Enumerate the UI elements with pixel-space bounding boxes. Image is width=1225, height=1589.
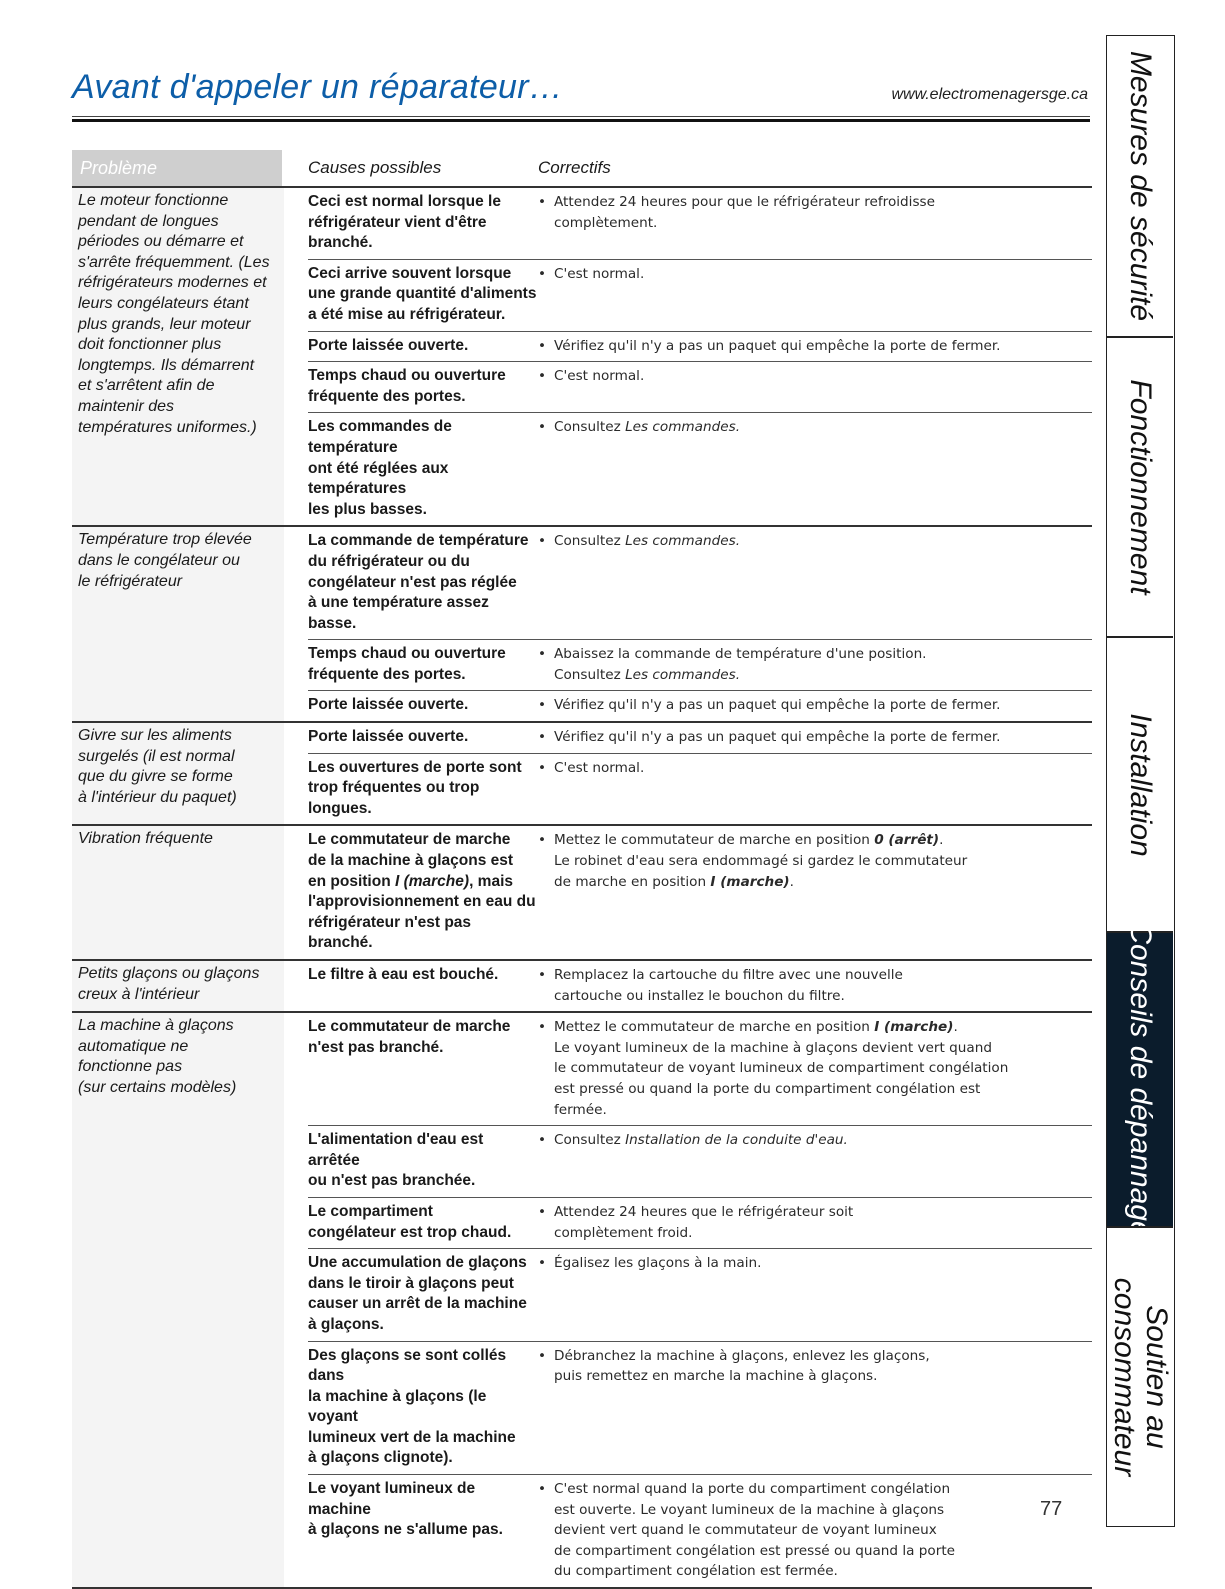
text-fragment: fermée. bbox=[554, 1101, 607, 1118]
cause-cell bbox=[308, 695, 538, 716]
problem-line: (sur certains modèles) bbox=[78, 1078, 237, 1096]
text-fragment: Égalisez les glaçons à la main. bbox=[554, 1255, 762, 1272]
bullet-icon: • bbox=[538, 832, 547, 849]
cause-line: Temps chaud ou ouverture bbox=[308, 645, 506, 663]
bullet-icon: • bbox=[538, 1132, 547, 1149]
bullet-icon: • bbox=[538, 729, 547, 746]
fix-text bbox=[554, 192, 935, 254]
fix-cell bbox=[538, 1202, 1092, 1243]
problem-line: fonctionne pas bbox=[78, 1058, 183, 1076]
fix-text bbox=[554, 644, 927, 685]
bullet-icon: • bbox=[538, 646, 547, 663]
fix-cell bbox=[538, 1017, 1092, 1120]
side-tab-2[interactable] bbox=[1107, 636, 1173, 931]
problem-line: et s'arrêtent afin de bbox=[78, 377, 215, 395]
text-fragment: Le voyant lumineux de la machine à glaçons devient vert quand bbox=[554, 1039, 992, 1056]
text-fragment: est ouverte. Le voyant lumineux de la machine à glaçons bbox=[554, 1501, 945, 1518]
side-tab-label: Mesures de sécurité bbox=[1124, 50, 1157, 322]
cause-line: congélateur est trop chaud. bbox=[308, 1223, 512, 1241]
cause-line: La commande de température bbox=[308, 532, 529, 550]
text-fragment: est pressé ou quand la porte du compartiment congélation est bbox=[554, 1080, 981, 1097]
side-tab-1[interactable] bbox=[1107, 336, 1173, 636]
bullet-icon: • bbox=[538, 1347, 547, 1364]
troubleshooting-table bbox=[72, 150, 1092, 1589]
table-row bbox=[308, 413, 1092, 525]
cause-line: les plus basses. bbox=[308, 500, 427, 518]
cause-rows bbox=[284, 723, 1092, 824]
problem-line: périodes ou démarre et bbox=[78, 233, 244, 251]
text-fragment: réfrigérateur n'est pas branché. bbox=[308, 913, 472, 952]
text-fragment: Mettez le commutateur de marche en position bbox=[554, 1019, 875, 1036]
text-fragment: Attendez 24 heures que le réfrigérateur soit bbox=[554, 1203, 854, 1220]
text-fragment: de la machine à glaçons est bbox=[308, 852, 514, 870]
text-fragment: l'approvisionnement en eau du bbox=[308, 893, 536, 911]
text-fragment: Vérifiez qu'il n'y a pas un paquet qui empêche la porte de fermer. bbox=[554, 697, 1001, 714]
table-row bbox=[308, 1013, 1092, 1126]
cause-line: fréquente des portes. bbox=[308, 387, 466, 405]
bullet-icon: • bbox=[538, 194, 547, 210]
problem-line: températures uniformes.) bbox=[78, 418, 257, 436]
text-fragment: complètement froid. bbox=[554, 1224, 693, 1241]
text-fragment: 0 (arrêt) bbox=[874, 832, 940, 849]
fix-cell bbox=[538, 1479, 1092, 1582]
bullet-icon: • bbox=[538, 1481, 547, 1498]
table-row bbox=[308, 332, 1092, 363]
fix-cell bbox=[538, 727, 1092, 748]
page-url[interactable]: www.electromenagersge.ca bbox=[891, 86, 1088, 103]
cause-line: du réfrigérateur ou du bbox=[308, 552, 470, 570]
text-fragment: du compartiment congélation est fermée. bbox=[554, 1563, 838, 1580]
fix-text bbox=[554, 264, 644, 326]
fix-cell bbox=[538, 965, 1092, 1006]
cause-line: ou n'est pas branchée. bbox=[308, 1172, 476, 1190]
problem-cell bbox=[72, 826, 284, 959]
fix-cell bbox=[538, 758, 1092, 820]
text-fragment: Attendez 24 heures pour que le réfrigérateur refroidisse bbox=[554, 194, 935, 210]
cause-line: Porte laissée ouverte. bbox=[308, 728, 469, 746]
fix-text bbox=[554, 758, 644, 820]
table-row bbox=[308, 1198, 1092, 1249]
side-tab-label: Fonctionnement bbox=[1124, 379, 1157, 595]
cause-line: une grande quantité d'aliments bbox=[308, 285, 537, 303]
text-fragment: de compartiment congélation est pressé ou quand la porte bbox=[554, 1542, 956, 1559]
table-row bbox=[308, 527, 1092, 640]
cause-line: à glaçons clignote). bbox=[308, 1449, 453, 1467]
table-row bbox=[308, 961, 1092, 1011]
problem-group bbox=[72, 826, 1092, 961]
cause-line: Le compartiment bbox=[308, 1202, 433, 1220]
problem-line: Température trop élevée bbox=[78, 531, 252, 549]
fix-text bbox=[554, 1479, 955, 1582]
header-problem: Problème bbox=[72, 150, 282, 186]
text-fragment: Consultez bbox=[554, 533, 626, 550]
fix-text bbox=[554, 1130, 848, 1192]
table-row bbox=[308, 1475, 1092, 1587]
text-fragment: . bbox=[939, 832, 944, 849]
table-row bbox=[308, 826, 1092, 959]
problem-cell bbox=[72, 961, 284, 1011]
fix-text bbox=[554, 965, 903, 1006]
bullet-icon: • bbox=[538, 697, 547, 714]
cause-line: Ceci arrive souvent lorsque bbox=[308, 264, 512, 282]
problem-group bbox=[72, 188, 1092, 527]
table-body bbox=[72, 188, 1092, 1589]
fix-cell bbox=[538, 1253, 1092, 1335]
cause-line: n'est pas branché. bbox=[308, 1038, 444, 1056]
cause-cell bbox=[308, 1253, 538, 1335]
side-tab-3[interactable] bbox=[1107, 921, 1173, 1238]
problem-line: automatique ne bbox=[78, 1037, 189, 1055]
cause-line: Le commutateur de marche bbox=[308, 1018, 511, 1036]
cause-cell bbox=[308, 1346, 538, 1470]
text-fragment: puis remettez en marche la machine à glaçons. bbox=[554, 1368, 878, 1385]
bullet-icon: • bbox=[538, 337, 547, 354]
text-fragment: de marche en position bbox=[554, 873, 711, 890]
problem-group bbox=[72, 961, 1092, 1013]
text-fragment: devient vert quand le commutateur de voyant lumineux bbox=[554, 1522, 937, 1539]
fix-cell bbox=[538, 366, 1092, 407]
bullet-icon: • bbox=[538, 533, 547, 550]
cause-line: Les ouvertures de porte sont bbox=[308, 758, 522, 776]
problem-line: s'arrête fréquemment. (Les bbox=[78, 253, 270, 271]
text-fragment: . bbox=[953, 1019, 958, 1036]
cause-line: à glaçons ne s'allume pas. bbox=[308, 1521, 503, 1539]
text-fragment: Les commandes. bbox=[625, 533, 741, 550]
text-fragment: en position bbox=[308, 872, 395, 890]
text-fragment: cartouche ou installez le bouchon du filtre. bbox=[554, 987, 845, 1004]
text-fragment: Mettez le commutateur de marche en position bbox=[554, 832, 875, 849]
problem-line: La machine à glaçons bbox=[78, 1017, 234, 1035]
text-fragment: Le robinet d'eau sera endommagé si gardez le commutateur bbox=[554, 853, 968, 870]
cause-cell bbox=[308, 366, 538, 407]
cause-line: L'alimentation d'eau est arrêtée bbox=[308, 1131, 484, 1169]
fix-cell bbox=[538, 264, 1092, 326]
title-rule-thin bbox=[72, 116, 1090, 117]
problem-cell bbox=[72, 1013, 284, 1587]
text-fragment: le commutateur de voyant lumineux de compartiment congélation bbox=[554, 1060, 1009, 1077]
bullet-icon: • bbox=[538, 759, 547, 776]
header-fixes: Correctifs bbox=[538, 158, 611, 177]
text-fragment: Vérifiez qu'il n'y a pas un paquet qui empêche la porte de fermer. bbox=[554, 729, 1001, 746]
fix-text bbox=[554, 336, 1000, 357]
cause-cell bbox=[308, 192, 538, 254]
fix-text bbox=[554, 1202, 853, 1243]
cause-line: Porte laissée ouverte. bbox=[308, 336, 469, 354]
fix-text bbox=[554, 1017, 1008, 1120]
bullet-icon: • bbox=[538, 368, 547, 385]
problem-line: Vibration fréquente bbox=[78, 830, 213, 848]
table-row bbox=[308, 188, 1092, 260]
cause-line: congélateur n'est pas réglée bbox=[308, 573, 517, 591]
cause-cell bbox=[308, 417, 538, 520]
cause-line: causer un arrêt de la machine bbox=[308, 1295, 527, 1313]
cause-cell bbox=[308, 1479, 538, 1582]
cause-cell bbox=[308, 531, 538, 634]
text-fragment: Consultez bbox=[554, 419, 626, 436]
table-row bbox=[308, 1249, 1092, 1341]
problem-line: Petits glaçons ou glaçons bbox=[78, 965, 260, 982]
text-fragment: I (marche) bbox=[394, 872, 470, 890]
cause-rows bbox=[284, 826, 1092, 959]
table-row bbox=[308, 1126, 1092, 1198]
cause-line: la machine à glaçons (le voyant bbox=[308, 1387, 487, 1426]
cause-cell bbox=[308, 1202, 538, 1243]
problem-line: Le moteur fonctionne bbox=[78, 192, 229, 209]
cause-cell bbox=[308, 965, 538, 1006]
problem-line: leurs congélateurs étant bbox=[78, 294, 249, 312]
text-fragment: Les commandes. bbox=[625, 666, 741, 683]
problem-group bbox=[72, 527, 1092, 723]
text-fragment: Remplacez la cartouche du filtre avec une nouvelle bbox=[554, 967, 903, 983]
cause-line: Temps chaud ou ouverture bbox=[308, 367, 506, 385]
problem-line: doit fonctionner plus bbox=[78, 336, 222, 354]
fix-text bbox=[554, 417, 740, 520]
fix-text bbox=[554, 830, 967, 954]
side-tab-4[interactable] bbox=[1107, 1226, 1173, 1525]
page-title: Avant d'appeler un réparateur… bbox=[72, 68, 564, 106]
problem-line: réfrigérateurs modernes et bbox=[78, 274, 267, 292]
text-fragment: I (marche) bbox=[874, 1019, 954, 1036]
fix-text bbox=[554, 695, 1000, 716]
table-row bbox=[308, 1342, 1092, 1476]
text-fragment: complètement. bbox=[554, 214, 658, 231]
section-tabs bbox=[1106, 35, 1175, 1527]
cause-rows bbox=[284, 1013, 1092, 1587]
fix-text bbox=[554, 727, 1000, 748]
bullet-icon: • bbox=[538, 419, 547, 436]
fix-cell bbox=[538, 336, 1092, 357]
problem-line: Givre sur les aliments bbox=[78, 727, 232, 745]
cause-line: à une température assez basse. bbox=[308, 594, 489, 632]
problem-line: surgelés (il est normal bbox=[78, 747, 235, 765]
cause-rows bbox=[284, 527, 1092, 721]
cause-line: Des glaçons se sont collés dans bbox=[308, 1346, 507, 1385]
fix-cell bbox=[538, 1346, 1092, 1470]
bullet-icon: • bbox=[538, 967, 547, 983]
text-fragment: C'est normal. bbox=[554, 265, 645, 282]
table-row bbox=[308, 691, 1092, 721]
cause-line: réfrigérateur vient d'être branché. bbox=[308, 213, 487, 252]
text-fragment: Débranchez la machine à glaçons, enlevez les glaçons, bbox=[554, 1347, 930, 1364]
text-fragment: Vérifiez qu'il n'y a pas un paquet qui empêche la porte de fermer. bbox=[554, 337, 1001, 354]
text-fragment: Les commandes. bbox=[625, 419, 741, 436]
cause-line: fréquente des portes. bbox=[308, 665, 466, 683]
bullet-icon: • bbox=[538, 265, 547, 282]
table-header bbox=[72, 150, 1092, 188]
problem-cell bbox=[72, 527, 284, 721]
text-fragment: Abaissez la commande de température d'une position. bbox=[554, 646, 927, 663]
text-fragment: . bbox=[789, 873, 794, 890]
side-tab-label: Installation bbox=[1124, 712, 1157, 857]
cause-cell bbox=[308, 1017, 538, 1120]
text-fragment: C'est normal quand la porte du compartiment congélation bbox=[554, 1481, 951, 1498]
problem-line: plus grands, leur moteur bbox=[78, 315, 251, 333]
cause-line: Les commandes de température bbox=[308, 418, 452, 456]
fix-cell bbox=[538, 644, 1092, 685]
text-fragment: , mais bbox=[469, 872, 514, 890]
problem-line: longtemps. Ils démarrent bbox=[78, 356, 255, 374]
title-rule bbox=[72, 119, 1090, 122]
fix-cell bbox=[538, 695, 1092, 716]
cause-rows bbox=[284, 188, 1092, 525]
problem-line: creux à l'intérieur bbox=[78, 985, 200, 1003]
cause-cell bbox=[308, 727, 538, 748]
cause-cell bbox=[308, 830, 538, 954]
page-number: 77 bbox=[1040, 1498, 1063, 1520]
cause-line: a été mise au réfrigérateur. bbox=[308, 305, 506, 323]
cause-line: à glaçons. bbox=[308, 1315, 384, 1333]
fix-text bbox=[554, 531, 740, 634]
cause-rows bbox=[284, 961, 1092, 1011]
cause-line: trop fréquentes ou trop longues. bbox=[308, 779, 480, 817]
text-fragment: Le commutateur de marche bbox=[308, 831, 511, 849]
cause-line: Une accumulation de glaçons bbox=[308, 1254, 527, 1272]
cause-cell bbox=[308, 336, 538, 357]
table-row bbox=[308, 362, 1092, 413]
fix-cell bbox=[538, 531, 1092, 634]
cause-line: dans le tiroir à glaçons peut bbox=[308, 1274, 514, 1292]
cause-line: Le filtre à eau est bouché. bbox=[308, 966, 499, 983]
bullet-icon: • bbox=[538, 1019, 547, 1036]
problem-line: maintenir des bbox=[78, 397, 175, 415]
text-fragment: C'est normal. bbox=[554, 759, 645, 776]
cause-cell bbox=[308, 264, 538, 326]
cause-line: Le voyant lumineux de machine bbox=[308, 1480, 476, 1518]
text-fragment: Installation de la conduite d'eau. bbox=[625, 1132, 848, 1149]
table-row bbox=[308, 754, 1092, 825]
table-row bbox=[308, 723, 1092, 754]
text-fragment: I (marche) bbox=[710, 873, 790, 890]
fix-text bbox=[554, 366, 644, 407]
cause-cell bbox=[308, 644, 538, 685]
side-tab-label: Soutien au consommateur bbox=[1108, 1277, 1173, 1476]
text-fragment: Consultez bbox=[554, 666, 626, 683]
problem-line: que du givre se forme bbox=[78, 768, 233, 786]
problem-line: dans le congélateur ou bbox=[78, 551, 240, 569]
cause-line: ont été réglées aux températures bbox=[308, 459, 449, 498]
fix-cell bbox=[538, 830, 1092, 954]
fix-text bbox=[554, 1253, 761, 1335]
fix-cell bbox=[538, 192, 1092, 254]
header-causes: Causes possibles bbox=[308, 158, 442, 177]
problem-cell bbox=[72, 188, 284, 525]
bullet-icon: • bbox=[538, 1203, 547, 1220]
cause-line: Porte laissée ouverte. bbox=[308, 696, 469, 714]
cause-line: lumineux vert de la machine bbox=[308, 1428, 516, 1446]
cause-cell bbox=[308, 1130, 538, 1192]
bullet-icon: • bbox=[538, 1255, 547, 1272]
problem-line: le réfrigérateur bbox=[78, 572, 183, 590]
cause-cell bbox=[308, 758, 538, 820]
fix-cell bbox=[538, 1130, 1092, 1192]
problem-group bbox=[72, 723, 1092, 826]
problem-line: à l'intérieur du paquet) bbox=[78, 788, 237, 806]
side-tab-label: Conseils de dépannage bbox=[1124, 921, 1157, 1238]
table-row bbox=[308, 260, 1092, 332]
table-row bbox=[308, 640, 1092, 691]
problem-cell bbox=[72, 723, 284, 824]
side-tab-0[interactable] bbox=[1107, 36, 1173, 336]
fix-cell bbox=[538, 417, 1092, 520]
text-fragment: Consultez bbox=[554, 1132, 626, 1149]
problem-line: pendant de longues bbox=[78, 212, 219, 230]
text-fragment: C'est normal. bbox=[554, 368, 645, 385]
problem-group bbox=[72, 1013, 1092, 1589]
fix-text bbox=[554, 1346, 930, 1470]
cause-line: Ceci est normal lorsque le bbox=[308, 193, 501, 210]
